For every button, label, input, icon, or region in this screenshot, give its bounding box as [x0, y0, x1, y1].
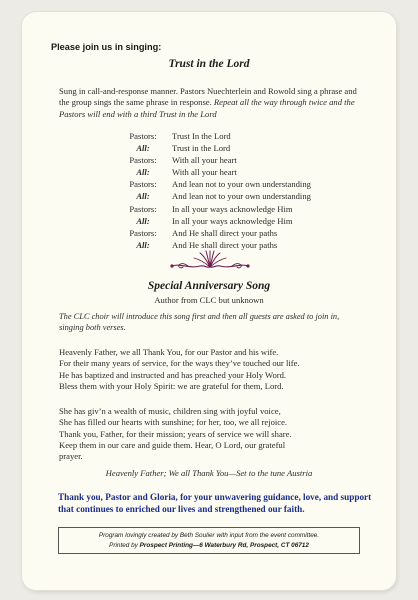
lyric-line: In all your ways acknowledge Him [172, 203, 293, 214]
invite-heading: Please join us in singing: [51, 42, 162, 52]
lyric-row [59, 130, 369, 142]
anniversary-song-note: The CLC choir will introduce this song first and then all guests are asked to join in, singing both verses. [59, 312, 340, 333]
verse-line: Thank you, Father, for their mission; years of service we will share. [59, 428, 292, 439]
verse-line: She has giv’n a wealth of music, children sing with joyful voice, [59, 406, 281, 416]
singer-label: All: [136, 215, 150, 226]
song-title: Trust in the Lord [168, 58, 250, 70]
lyric-line: And He shall direct your paths [172, 227, 278, 238]
verse-line: Keep them in our care and guide them. Hear, O Lord, our grateful [59, 439, 286, 450]
verse-line: She has filled our hearts with sunshine; for her, too, we all rejoice. [59, 417, 288, 428]
anniversary-song-title: Special Anniversary Song [147, 280, 271, 292]
lyric-row [59, 203, 369, 215]
song-instructions [59, 86, 364, 120]
singer-label: All: [136, 167, 150, 178]
call-response-lyrics [59, 130, 369, 251]
printed-by-label: Printed by [109, 541, 140, 549]
singer-label: Pastors: [129, 179, 157, 190]
anniversary-song-author: Author from CLC but unknown [154, 295, 264, 305]
lyric-line: Trust in the Lord [172, 143, 231, 154]
lyric-row [59, 166, 369, 178]
singer-label: Pastors: [129, 155, 157, 166]
lyric-row [59, 190, 369, 202]
lyric-line: In all your ways acknowledge Him [172, 215, 293, 226]
verse-two [59, 406, 369, 462]
credits-printer-line [59, 541, 359, 551]
printer-name: Prospect Printing—6 Waterbury Rd, Prospect, CT 06712 [139, 541, 309, 549]
verse-line: prayer. [59, 451, 83, 462]
lyric-row [59, 215, 369, 227]
lyric-row [59, 142, 369, 154]
instructions-repeat-note: Repeat all the way through twice and the Pastors will end with a third Trust in the Lord [59, 97, 355, 119]
program-credits-box [58, 527, 360, 554]
lyric-row [59, 227, 369, 239]
lyric-row [59, 154, 369, 166]
lyric-row [59, 178, 369, 190]
thank-you-message: Thank you, Pastor and Gloria, for your unwavering guidance, love, and support that continues to enriched our lives and strengthened our faith. [58, 492, 372, 514]
singer-label: Pastors: [129, 227, 157, 238]
singer-label: All: [136, 191, 150, 202]
lyric-line: Trust In the Lord [172, 131, 231, 141]
tune-credit: Heavenly Father; We all Thank You—Set to the tune Austria [105, 468, 313, 478]
singer-label: All: [136, 143, 150, 154]
verse-one [59, 347, 369, 392]
singer-label: Pastors: [129, 131, 157, 141]
instructions-text: Sung in call-and-response manner. Pastors Nuechterlein and Rowold sing a phrase and the group sings the same phrase in response. [59, 86, 357, 108]
singer-label: Pastors: [129, 203, 157, 214]
flourish-divider-icon [170, 249, 250, 273]
singer-label: All: [136, 239, 150, 250]
lyric-line: And lean not to your own understanding [172, 179, 311, 190]
verse-line: He has baptized and instructed and has preached your Holy Word. [59, 369, 287, 380]
credits-author-line: Program lovingly created by Beth Soulier with input from the event committee. [98, 532, 320, 539]
lyric-line: With all your heart [172, 155, 237, 166]
lyric-line: And lean not to your own understanding [172, 191, 311, 202]
lyric-line: With all your heart [172, 167, 237, 178]
lyric-line: And He shall direct your paths [172, 239, 278, 250]
verse-line: For their many years of service, for the ways they’ve touched our life. [59, 358, 300, 369]
verse-line: Bless them with your Holy Spirit: we are grateful for them, Lord. [59, 380, 284, 391]
verse-line: Heavenly Father, we all Thank You, for our Pastor and his wife. [59, 347, 279, 357]
